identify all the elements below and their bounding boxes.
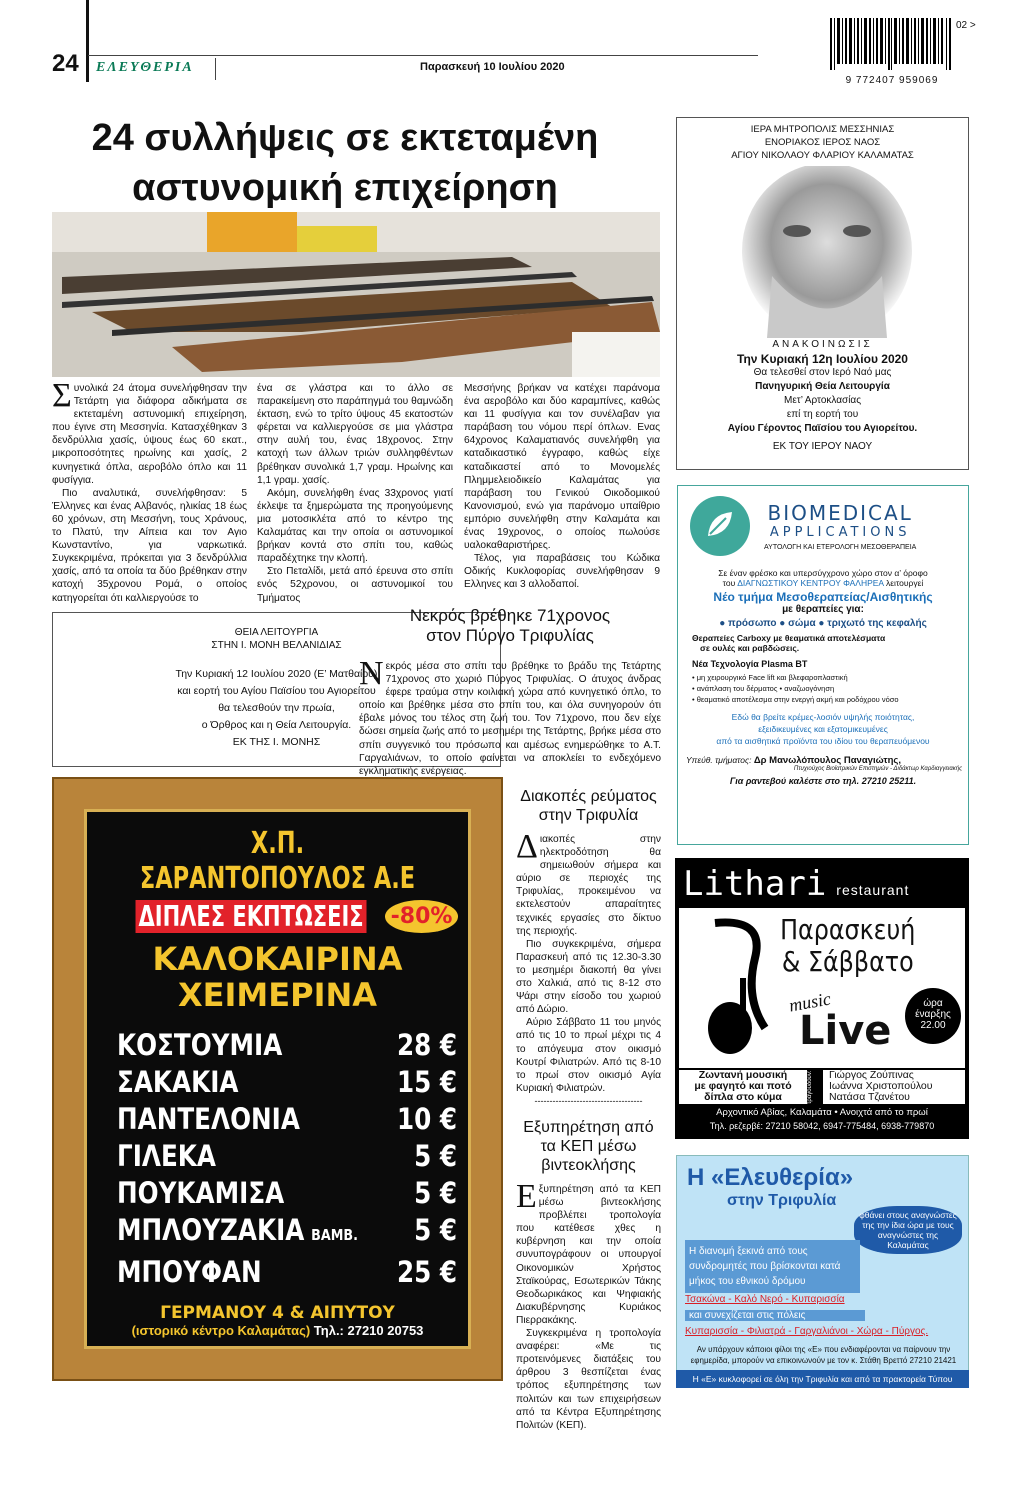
power-article-separator: ------------------------------------: [534, 1095, 643, 1106]
announcement-line-5: επί τη εορτή του: [786, 409, 859, 420]
ad-price-list: [117, 1027, 517, 1291]
announcement-date: Την Κυριακή 12η Ιουλίου 2020: [737, 352, 908, 366]
article-col-1-paragraph: Πιο αναλυτικά, συνελήφθησαν: 5 Έλληνες και ένας Αλβανός, ηλικίας 18 έως 60 χρόνων, στη Μεσσήνη, τους Χράνους, το Πλατύ, την Αίπεια και τον Αγιο Κωνσταντίνο, για ναρκωτικά. Συγκεκριμένα, πρόκειται για 3 δενδρύλλια χασίς, από τα οποία τα δύο βρέθηκαν στην κατοχή 35χρονου Ρομά, ο οποίος κατηγορείται ότι καλλιεργούσε το: [52, 487, 247, 604]
church-line-1: ΙΕΡΑ ΜΗΤΡΟΠΟΛΙΣ ΜΕΣΣΗΝΙΑΣ: [750, 124, 895, 135]
article-col-3-p1: Μεσσήνης βρήκαν να κατέχει παράνομα ένα αεροβόλο και δύο καραμπίνες, καθώς και 11 φυσίγγια και τον συνέλαβαν για παράβαση του νόμου περί όπλων. Ενας 64χρονος Καλαματιανός συνελήφθη για καταδικαστικό έγγραφο, καθώς είχε καταδικαστεί από το Μονομελές Πλημμελειοδικείο Καλαμάτας για παράβαση του Γενικού Οικοδομικού Κανονισμού, ενώ για παράνομο υπαίθριο εμπόριο συνελήφθη στην Καλαμάτα και ένας 19χρονος, ο οποίος πωλούσε υαλοκαθαριστήρες.: [464, 383, 660, 552]
leaf-logo-icon: [686, 492, 754, 560]
bio-brand-1: BIOMEDICAL: [767, 501, 913, 525]
article-col-1: [52, 377, 247, 605]
lithari-music: music: [787, 988, 833, 1016]
price-row: [117, 1064, 457, 1101]
header-rule: [86, 0, 89, 82]
eleftheria-title-1: Η «Ελευθερία»: [687, 1164, 854, 1191]
price-item-name: ΠΟΥΚΑΜΙΣΑ: [117, 1176, 285, 1210]
ad-address-2: (ιστορικό κέντρο Καλαμάτας): [131, 1323, 311, 1338]
bio-tagline: ΑΥΤΟΛΟΓΗ ΚΑΙ ΕΤΕΡΟΛΟΓΗ ΜΕΣΟΘΕΡΑΠΕΙΑ: [764, 544, 917, 551]
price-item-price: 5 €: [414, 1213, 457, 1247]
price-item-price: 5 €: [414, 1139, 457, 1173]
main-headline: 24 συλλήψεις σε εκτεταμένη αστυνομική επιχείρηση: [91, 117, 599, 209]
liturgy-signature: ΕΚ ΤΗΣ Ι. ΜΟΝΗΣ: [232, 736, 321, 748]
bio-brand-2: APPLICATIONS: [769, 525, 911, 540]
bio-areas: ● πρόσωπο ● σώμα ● τριχωτό της κεφαλής: [719, 618, 927, 629]
lithari-type: restaurant: [836, 882, 910, 898]
lithari-desc-2: με φαγητό και ποτό: [694, 1080, 792, 1092]
lithari-days-2: & Σάββατο: [781, 945, 914, 978]
drop-cap: Σ: [52, 377, 72, 414]
eleftheria-route-2: Κυπαρισσία - Φιλιατρά - Γαργαλιάνοι - Χώρα - Πύργος.: [685, 1326, 929, 1337]
bio-intro-1: Σε έναν φρέσκο και υπερσύγχρονο χώρο στον α’ όροφο: [718, 568, 928, 578]
eleftheria-contact: Αν υπάρχουν κάποιοι φίλοι της «Ε» που ενδιαφέρονται να παίρνουν την εφημερίδα, μπορούν να επικοινωνούν με τον κ. Στάθη Βρεττό 27210 21421: [690, 1345, 957, 1365]
article-col-3: [464, 382, 660, 592]
bio-bullet-3: • θεαματικό αποτέλεσμα στην ενεργή ακμή και ροδόχρου νόσο: [692, 695, 899, 704]
bio-responsible-name: Δρ Μανωλόπουλος Παναγιώτης,: [753, 755, 901, 766]
price-item-name: ΜΠΟΥΦΑΝ: [117, 1255, 262, 1289]
announcement-line-6: Αγίου Γέροντος Παϊσίου του Αγιορείτου.: [727, 423, 918, 434]
barcode-number: 9 772407 959069: [845, 75, 939, 86]
liturgy-line-3: θα τελεσθούν την πρωία,: [218, 702, 335, 714]
article-col-2: [257, 382, 453, 605]
price-row: [117, 1254, 457, 1291]
bio-appointment: Για ραντεβού καλέστε στο τηλ. 27210 25211.: [729, 776, 917, 786]
power-article-p2: Πιο συγκεκριμένα, σήμερα Παρασκευή από τις 12.30-3.30 το μεσημέρι διακοπή θα γίνει στο Χαλκιά, από τις 8-12 στο Ψάρι στην είσοδο του χωριού από Δώριο.: [516, 938, 661, 1016]
sarantopoulos-ad: [52, 777, 503, 1381]
bio-creams-2: εξειδικευμένες και εξατομικευμένες: [758, 724, 888, 734]
header-divider: [215, 58, 216, 80]
bio-bullet-1: • μη χειρουργικό Face lift και βλεφαροπλαστική: [692, 673, 848, 682]
ad-address: ΓΕΡΜΑΝΟΥ 4 & ΑΙΠΥΤΟΥ: [160, 1303, 395, 1323]
lithari-singer-3: Νατάσα Τζανέτου: [829, 1091, 910, 1103]
biomedical-ad: [677, 485, 969, 845]
announcement-line-3: Πανηγυρική Θεία Λειτουργία: [755, 381, 890, 392]
bio-plasma: Νέα Τεχνολογία Plasma BT: [692, 659, 808, 669]
lithari-days-1: Παρασκευή: [780, 913, 916, 946]
power-article-dropcap: Δ: [516, 828, 538, 865]
lithari-singer-1: Γιώργος Ζούπινας: [829, 1069, 914, 1081]
price-row: [117, 1101, 457, 1138]
power-article-title: Διακοπές ρεύματος στην Τριφυλία: [520, 788, 657, 824]
church-announcement-box: [676, 117, 969, 470]
kep-article: [516, 1118, 661, 1432]
barcode-issue: 02 >: [956, 20, 976, 31]
page-number: 24: [52, 50, 79, 77]
lithari-desc-3: δίπλα στο κύμα: [704, 1091, 782, 1103]
bio-intro-2c: λειτουργεί: [886, 578, 924, 588]
bio-for: με θεραπείες για:: [782, 604, 864, 615]
lithari-singers-label: τραγουδούν:: [807, 1070, 823, 1104]
dead-article-title: Νεκρός βρέθηκε 71χρονος στον Πύργο Τριφυλίας: [409, 606, 611, 645]
article-col-1-text: υνολικά 24 άτομα συνελήφθησαν την Τετάρτη για διάφορα αδικήματα σε εκτεταμένη αστυνομική επιχείρηση, που έγινε στη Μεσσηνία. Κατασχέθηκαν 3 δενδρύλλια χασίς, ύψους έως 60 εκατ., μικροποσότητες ηρωίνης και χασίς, 2 κυνηγετικά όπλα, αεροβόλο όπλο και 11 φυσίγγια.: [52, 383, 247, 486]
bio-intro-2a: του: [722, 578, 736, 588]
price-item-name: ΓΙΛΕΚΑ: [117, 1139, 216, 1173]
eleftheria-title-2: στην Τριφυλία: [727, 1192, 837, 1209]
announcement-line-2: Θα τελεσθεί στον Ιερό Ναό μας: [753, 367, 892, 378]
announcement-label: ΑΝΑΚΟΙΝΩΣΙΣ: [772, 339, 873, 350]
kep-article-p1: ξυπηρέτηση από τα ΚΕΠ μέσω βιντεοκλήσης προβλέπει τροπολογία που κατέθεσε χθες η κυβέρνηση και την οποία συνυπογράφουν οι υπουργοί Οικονομικών Χρήστος Σταϊκούρας, Εσωτερικών Τάκης Θεοδωρικάκος και Ψηφιακής Διακυβέρνησης Κυριάκος Πιερρακάκης.: [516, 1184, 661, 1326]
lithari-time: 22.00: [920, 1020, 946, 1031]
dead-article-dropcap: Ν: [359, 655, 384, 692]
lithari-name: Lithari: [683, 864, 827, 904]
bio-creams-1: Εδώ θα βρείτε κρέμες-λοσιόν υψηλής ποιότητας,: [731, 712, 915, 722]
ad-season-1: ΚΑΛΟΚΑΙΡΙΝΑ: [152, 940, 403, 978]
dead-article-title-wrap: [409, 606, 611, 646]
bio-responsible-label: Υπεύθ. τμήματος:: [686, 755, 752, 765]
liturgy-line-1: Την Κυριακή 12 Ιουλίου 2020 (Ε’ Ματθαίου): [175, 668, 378, 680]
dead-article-body: [359, 655, 661, 778]
price-row: [117, 1212, 457, 1254]
power-article-p1: ιακοπές στην ηλεκτροδότηση θα σημειωθούν σήμερα και αύριο σε περιοχές της Τριφυλίας, προκειμένου να εκτελεστούν απαραίτητες τεχνικές εργασίες στο δίκτυο της περιοχής.: [516, 834, 661, 937]
church-line-3: ΑΓΙΟΥ ΝΙΚΟΛΑΟΥ ΦΛΑΡΙΟΥ ΚΑΛΑΜΑΤΑΣ: [731, 150, 914, 161]
barcode-bars: [830, 18, 954, 70]
lithari-desc-1: Ζωντανή μουσική: [698, 1069, 788, 1081]
liturgy-title-2: ΣΤΗΝ Ι. ΜΟΝΗ ΒΕΛΑΝΙΔΙΑΣ: [211, 640, 342, 651]
bio-bullet-2: • ανάπλαση του δέρματος • αναζωογόνηση: [692, 684, 835, 693]
power-article-p3: Αύριο Σάββατο 11 του μηνός από τις 10 το πρωί μέχρι τις 4 το απόγευμα στον οικισμό Κουτρί Φιλιατρών. Από τις 8-10 το πρωί στον οικισμό Αγία Κυριακή Φιλιατρών.: [516, 1017, 661, 1094]
bio-responsible-title: Πτυχιούχος Βιοϊατρικών Επιστημών - Διδάκτωρ Καρδιαγγειακής: [793, 766, 962, 772]
liturgy-line-4: ο Όρθρος και η Θεία Λειτουργία.: [201, 719, 352, 731]
lithari-address: Αρχοντικό Αβίας, Καλαμάτα • Ανοιχτά από το πρωί: [716, 1107, 928, 1118]
price-item-name: ΠΑΝΤΕΛΟΝΙΑ: [117, 1102, 300, 1136]
liturgy-title-1: ΘΕΙΑ ΛΕΙΤΟΥΡΓΙΑ: [234, 627, 319, 638]
announcement-signature: ΕΚ ΤΟΥ ΙΕΡΟΥ ΝΑΟΥ: [772, 441, 873, 452]
price-item-price: 25 €: [396, 1255, 457, 1289]
church-line-2: ΕΝΟΡΙΑΚΟΣ ΙΕΡΟΣ ΝΑΟΣ: [764, 137, 881, 148]
bio-dept: Νέο τμήμα Μεσοθεραπείας/Αισθητικής: [713, 590, 933, 604]
issue-date: Παρασκευή 10 Ιουλίου 2020: [420, 61, 565, 73]
price-item-price: 28 €: [396, 1028, 457, 1062]
kep-article-dropcap: Ε: [516, 1178, 537, 1215]
price-item-price: 5 €: [414, 1176, 457, 1210]
kep-article-p2: Συγκεκριμένα η τροπολογία αναφέρει: «Με τις προτεινόμενες διατάξεις του άρθρου 3 θεσπίζεται ένας τρόπος εξυπηρέτησης των πολιτών και των επιχειρήσεων από τα Κέντρα Εξυπηρέτησης Πολιτών (ΚΕΠ).: [516, 1328, 661, 1431]
lithari-singer-2: Ιωάννα Χριστοπούλου: [829, 1080, 933, 1092]
bio-carboxy-1: Θεραπείες Carboxy με θεαματικά αποτελέσματα: [692, 633, 886, 643]
eleftheria-badge: φθάνει στους αναγνώστες της την ίδια ώρα με τους αναγνώστες της Καλαμάτας: [854, 1206, 962, 1254]
guitar-icon: [685, 918, 805, 1058]
eleftheria-route-1: Τσακώνα - Καλό Νερό - Κυπαρισσία: [685, 1294, 845, 1305]
lithari-live: Live: [799, 1008, 892, 1054]
eleftheria-footer-bar: Η «Ε» κυκλοφορεί σε όλη την Τριφυλία και από τα πρακτορεία Τύπου: [676, 1370, 969, 1388]
ad-discount-label: ΔΙΠΛΕΣ ΕΚΠΤΩΣΕΙΣ: [135, 900, 366, 933]
article-col-2-p3: Στο Πεταλίδι, μετά από έρευνα στο σπίτι ενός 52χρονου, οι αστυνομικοί του Τμήματος: [257, 566, 453, 604]
eleftheria-p1: Η διανομή ξεκινά από τους συνδρομητές που βρίσκονται κατά μήκος του εθνικού δρόμου: [685, 1240, 860, 1293]
eleftheria-p2: και συνεχίζεται στις πόλεις: [685, 1310, 865, 1321]
lithari-phones: Τηλ. ρεζερβέ: 27210 58042, 6947-775484, 6938-779870: [709, 1121, 935, 1131]
bio-carboxy-2: σε ουλές και ραβδώσεις.: [700, 643, 800, 653]
article-col-2-p2: Ακόμη, συνελήφθη ένας 33χρονος γιατί έκλεψε τα ξημερώματα της προηγούμενης μια μοτοσικλέτα από το κέντρο της Καλαμάτας και την οποία οι αστυνομικοί βρήκαν κοντά στο σπίτι του, καθώς παραδέχτηκε την κλοπή.: [257, 487, 453, 565]
header-line: [88, 55, 758, 56]
price-row: [117, 1027, 457, 1064]
lithari-ad: [675, 858, 969, 1139]
bio-creams-3: από τα αισθητικά προϊόντα του ιδίου του θεραπευόμενου: [716, 736, 930, 746]
kep-article-title: Εξυπηρέτηση από τα ΚΕΠ μέσω βιντεοκλήσης: [523, 1119, 654, 1174]
dead-article-text: εκρός μέσα στο σπίτι του βρέθηκε το βράδυ της Τετάρτης 71χρονος στο χωριό Πύργος Τριφυλίας. Ο άτυχος άνδρας έφερε τραύμα στην κοιλιακή χώρα από κυνηγετικό όπλο, το οποίο και βρέθηκε μέσα στο σπίτι του, και όλα συνηγορούν ότι έβαλε μόνος του τέλος στη ζωή του. Τον 71χρονο, που δεν είχε δώσει σημεία ζωής από το μεσημέρι της Τετάρτης, βρήκε μέσα στο σπίτι συγγενικό του πρόσωπο και αμέσως ενημερώθηκε το Α.Τ. Γαργαλιάνων, το οποίο φαίνεται να αποκλείει το ενδεχόμενο εγκληματικής ενέργειας.: [359, 661, 661, 777]
lithari-time-label: ώρα έναρξης: [915, 998, 951, 1020]
announcement-line-4: Μετ’ Αρτοκλασίας: [783, 395, 862, 406]
article-col-3-p2: Τέλος, για παραβάσεις του Κώδικα Οδικής Κυκλοφορίας συνελήφθησαν 9 Ελληνες και 3 αλλοδαποί.: [464, 553, 660, 591]
price-item-suffix: ΒΑΜΒ.: [311, 1226, 358, 1244]
article-col-2-p1: ένα σε γλάστρα και το άλλο σε παρακείμενη στο παράπηγμά του θαμνώδη έκταση, ενώ το τρίτο ύψους 45 εκατοστών φέρεται να καλλιεργούσε σε μια γλάστρα στην αυλή του, ένας 18χρονος. Στην κατοχή των άλλων τριών συλληφθέντων βρέθηκαν συνολικά 1,7 γραμ. Ηρωίνης και 1,1 γραμ. χασίς.: [257, 383, 453, 486]
liturgy-line-2: και εορτή του Αγίου Παϊσίου του Αγιορείτου: [177, 685, 376, 697]
elder-portrait: [677, 166, 967, 338]
ad-season-2: ΧΕΙΜΕΡΙΝΑ: [177, 976, 378, 1014]
barcode: [830, 18, 970, 88]
power-article: [516, 787, 661, 1108]
price-item-name: ΜΠΛΟΥΖΑΚΙΑ: [117, 1213, 305, 1247]
eleftheria-triphylia-ad: [676, 1155, 969, 1380]
price-item-price: 15 €: [396, 1065, 457, 1099]
price-row: [117, 1175, 457, 1212]
masthead: ΕΛΕΥΘΕΡΙΑ: [96, 60, 194, 75]
price-item-name: ΣΑΚΑΚΙΑ: [117, 1065, 239, 1099]
ad-discount: -80%: [385, 900, 459, 933]
weapons-illustration: [52, 212, 660, 377]
price-item-name: ΚΟΣΤΟΥΜΙΑ: [117, 1028, 283, 1062]
bio-intro-2b: ΔΙΑΓΝΩΣΤΙΚΟΥ ΚΕΝΤΡΟΥ ΦΑΛΗΡΕΑ: [737, 578, 884, 588]
price-item-price: 10 €: [396, 1102, 457, 1136]
ad-phone: Τηλ.: 27210 20753: [313, 1323, 424, 1338]
price-row: [117, 1138, 457, 1175]
confiscated-weapons-photo: [52, 212, 660, 377]
ad-company: Χ.Π. ΣΑΡΑΝΤΟΠΟΥΛΟΣ Α.Ε: [139, 826, 416, 896]
